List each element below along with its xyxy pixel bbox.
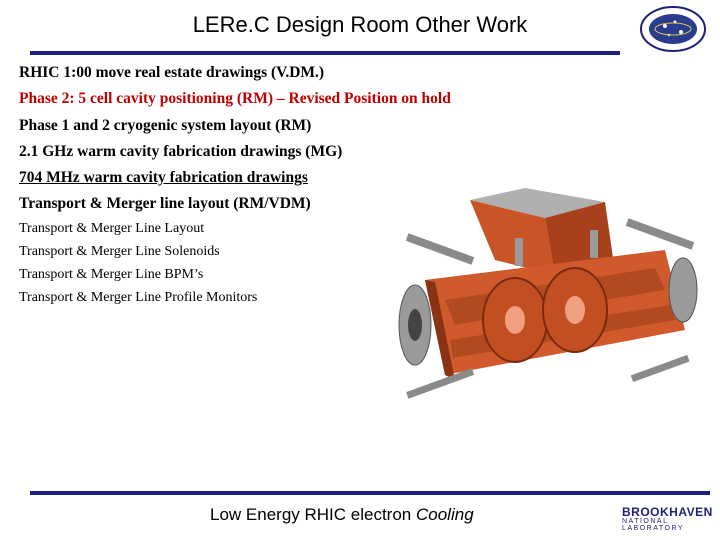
title-divider bbox=[30, 51, 620, 55]
footer-main-text: Low Energy RHIC electron bbox=[210, 505, 412, 524]
sub-item-1: Transport & Merger Line Layout bbox=[19, 221, 205, 236]
bullet-item-5: 704 MHz warm cavity fabrication drawings bbox=[19, 169, 308, 186]
cavity-3d-render-icon bbox=[385, 180, 705, 400]
slide-title: LERe.C Design Room Other Work bbox=[192, 12, 528, 37]
brookhaven-logo bbox=[622, 505, 717, 532]
brookhaven-logo-bottom: NATIONAL LABORATORY bbox=[622, 518, 685, 532]
sub-item-3: Transport & Merger Line BPM’s bbox=[19, 267, 204, 282]
footer-divider bbox=[30, 491, 710, 495]
brookhaven-logo-top: BROOKHAVEN bbox=[622, 505, 713, 519]
footer-italic-text: Cooling bbox=[416, 505, 474, 524]
bullet-item-2: Phase 2: 5 cell cavity positioning (RM) – Revised Position on hold bbox=[19, 90, 451, 107]
footer-text bbox=[210, 505, 474, 525]
sub-item-4: Transport & Merger Line Profile Monitors bbox=[19, 290, 258, 305]
bullet-item-4: 2.1 GHz warm cavity fabrication drawings (MG) bbox=[19, 143, 343, 160]
bullet-item-1: RHIC 1:00 move real estate drawings (V.DM.) bbox=[19, 64, 325, 81]
bullet-item-6: Transport & Merger line layout (RM/VDM) bbox=[19, 195, 311, 212]
office-of-nuclear-physics-seal-icon bbox=[638, 4, 708, 54]
sub-item-2: Transport & Merger Line Solenoids bbox=[19, 244, 220, 259]
bullet-item-3: Phase 1 and 2 cryogenic system layout (RM) bbox=[19, 117, 312, 134]
